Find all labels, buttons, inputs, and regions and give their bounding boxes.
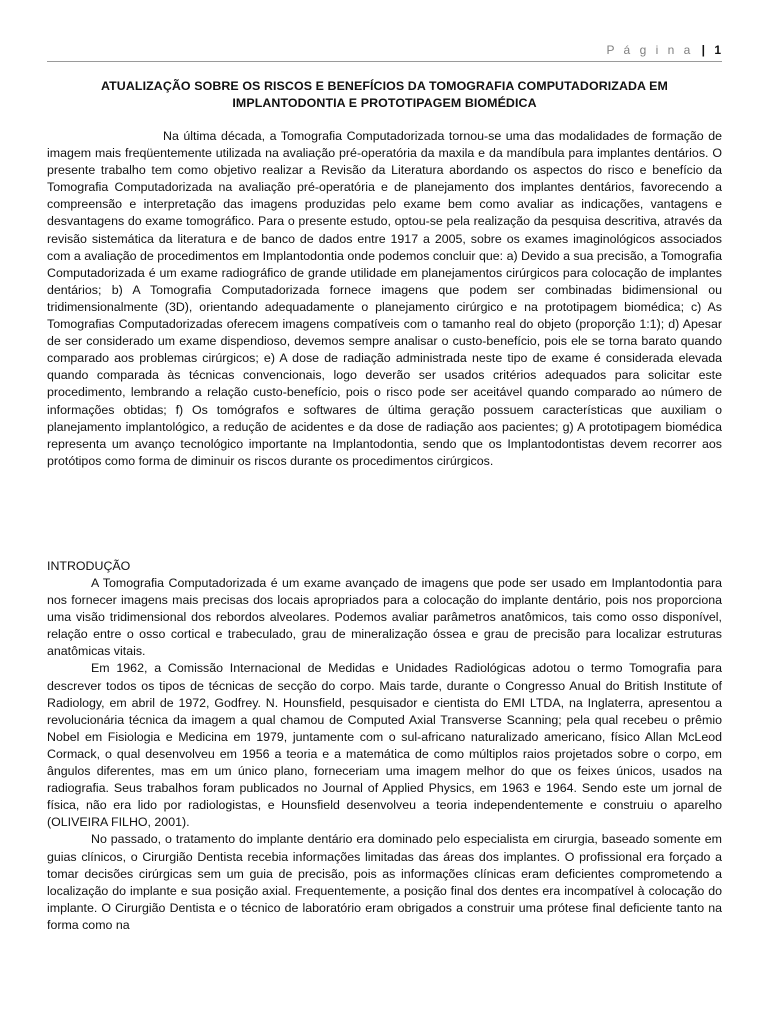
page-header xyxy=(606,43,721,57)
page-label: P á g i n a xyxy=(606,43,694,57)
section-heading-introducao: INTRODUÇÃO xyxy=(47,559,131,573)
document-title xyxy=(47,78,722,112)
intro-paragraph-2: Em 1962, a Comissão Internacional de Medidas e Unidades Radiológicas adotou o termo Tomografia para descrever todos os tipos de técnicas de secção do corpo. Mais tarde, durante o Congresso Anual do British Institute of Radiology, em abril de 1972, Godfrey. N. Hounsfield, pesquisador e cientista do EMI LTDA, na Inglaterra, apresentou a revolucionária técnica da imagem a qual chamou de Computed Axial Transverse Scanning; pela qual recebeu o prêmio Nobel em Fisiologia e Medicina em 1979, juntamente com o sul-africano naturalizado americano, físico Allan McLeod Cormack, o qual desenvolveu em 1956 a teoria e a matemática de como múltiplos raios projetados sobre o corpo, em ângulos diferentes, mas em um único plano, forneceriam uma imagem melhor do que os feixes únicos, usados na radiografia. Seus trabalhos foram publicados no Journal of Applied Physics, em 1963 e 1964. Sendo este um jornal de física, não era lido por radiologistas, e Hounsfield desenvolveu a teoria independentemente e construiu o aparelho (OLIVEIRA FILHO, 2001). xyxy=(47,661,722,830)
abstract-paragraph: Na última década, a Tomografia Computadorizada tornou-se uma das modalidades de formação de imagem mais freqüentemente utilizada na avaliação pré-operatória da maxila e da mandíbula para implantes dentários. O presente trabalho tem como objetivo realizar a Revisão da Literatura abordando os aspectos do risco e benefício da Tomografia Computadorizada na avaliação pré-operatória e de planejamento dos implantes dentários, favorecendo a compreensão e interpretação das imagens produzidas pelo exame bem como avaliar as indicações, vantagens e desvantagens do exame tomográfico. Para o presente estudo, optou-se pela realização da pesquisa descritiva, através da revisão sistemática da literatura e de banco de dados entre 1917 a 2005, sobre os exames imaginológicos associados com a avaliação de procedimentos em Implantodontia onde podemos concluir que: a) Devido a sua precisão, a Tomografia Computadorizada é um exame radiográfico de grande utilidade em planejamentos cirúrgicos para colocação de implantes dentários; b) A Tomografia Computadorizada fornece imagens que podem ser combinadas bidimensional ou tridimensionalmente (3D), orientando adequadamente o planejamento cirúrgico e na prototipagem biomédica; c) As Tomografias Computadorizadas oferecem imagens compatíveis com o tamanho real do objeto (proporção 1:1); d) Apesar de ser considerado um exame dispendioso, devemos sempre analisar o custo-benefício, pois ele se torna barato quando comparado aos problemas cirúrgicos; e) A dose de radiação administrada neste tipo de exame é considerada elevada quando comparada às técnicas convencionais, logo deverão ser usados critérios adequados para solicitar este procedimento, lembrando a relação custo-benefício, pois o risco pode ser aceitável quando comparado ao número de informações obtidas; f) Os tomógrafos e softwares de última geração possuem características que auxiliam o planejamento implantológico, a redução de acidentes e da dose de radiação aos pacientes; g) A prototipagem biomédica representa um avanço tecnológico importante na Implantodontia, sendo que os Implantodontistas devem recorrer aos protótipos como forma de diminuir os riscos durante os procedimentos cirúrgicos. xyxy=(47,129,722,468)
header-divider xyxy=(47,61,722,62)
title-line-2: IMPLANTODONTIA E PROTOTIPAGEM BIOMÉDICA xyxy=(232,96,537,110)
page-number: 1 xyxy=(714,43,721,57)
page-separator: | xyxy=(701,43,705,57)
intro-paragraph-1: A Tomografia Computadorizada é um exame avançado de imagens que pode ser usado em Implantodontia para nos fornecer imagens mais precisas dos locais apropriados para a colocação do implante dentário, pois nos proporciona uma visão tridimensional dos rebordos alveolares. Podemos avaliar parâmetros anatômicos, tais como osso disponível, relação entre o osso cortical e trabeculado, grau de mineralização óssea e grau de precisão para localizar estruturas anatômicas vitais. xyxy=(47,576,722,659)
introduction-body xyxy=(47,575,722,934)
intro-paragraph-3: No passado, o tratamento do implante dentário era dominado pelo especialista em cirurgia, baseado somente em guias clínicos, o Cirurgião Dentista recebia informações limitadas das áreas dos implantes. O profissional era forçado a tomar decisões cirúrgicas sem um guia de precisão, pois as informações clínicas eram deficientes comprometendo a localização do implante e sua posição axial. Frequentemente, a posição final dos dentes era incompatível à colocação do implante. O Cirurgião Dentista e o técnico de laboratório eram obrigados a construir uma prótese final deficiente tanto na forma como na xyxy=(47,832,722,932)
title-line-1: ATUALIZAÇÃO SOBRE OS RISCOS E BENEFÍCIOS DA TOMOGRAFIA COMPUTADORIZADA EM xyxy=(101,79,668,93)
